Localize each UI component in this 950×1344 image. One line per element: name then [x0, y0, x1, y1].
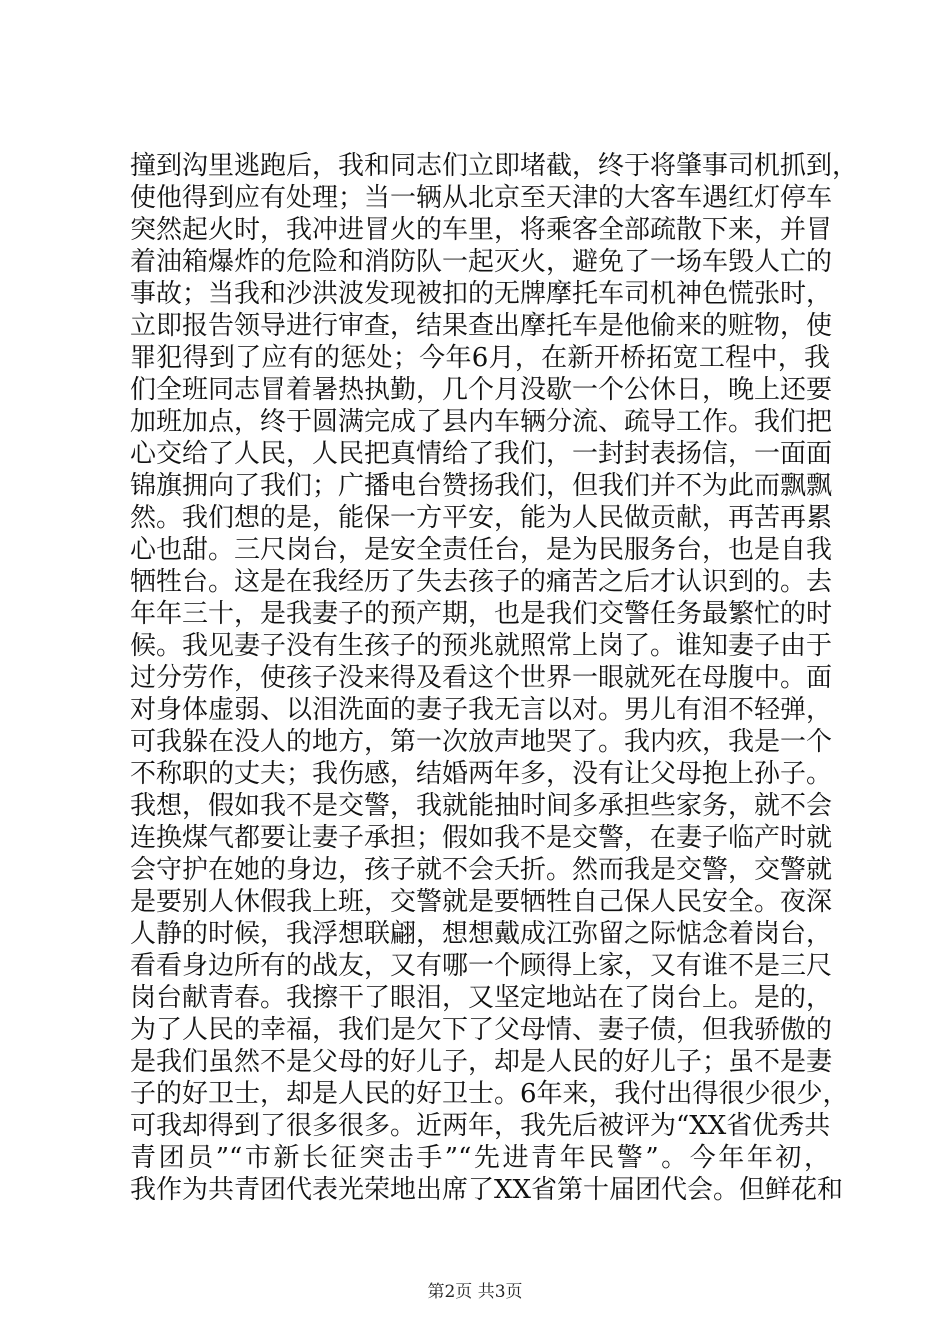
text-line: 连换煤气都要让妻子承担；假如我不是交警，在妻子临产时就	[130, 823, 833, 853]
text-line: 为了人民的幸福，我们是欠下了父母情、妻子债，但我骄傲的	[130, 1015, 833, 1045]
text-line: 撞到沟里逃跑后，我和同志们立即堵截，终于将肇事司机抓到，	[130, 151, 859, 181]
text-line: 突然起火时，我冲进冒火的车里，将乘客全部疏散下来，并冒	[130, 215, 833, 245]
text-line: 年年三十，是我妻子的预产期，也是我们交警任务最繁忙的时	[130, 599, 833, 629]
text-line: 立即报告领导进行审查，结果查出摩托车是他偷来的赃物，使	[130, 311, 833, 341]
text-line: 心也甜。三尺岗台，是安全责任台，是为民服务台，也是自我	[130, 535, 833, 565]
text-line: 罪犯得到了应有的惩处；今年6月，在新开桥拓宽工程中，我	[130, 343, 830, 373]
page-number: 第2页 共3页	[427, 1282, 523, 1302]
text-line: 是要别人休假我上班，交警就是要牺牲自己保人民安全。夜深	[130, 887, 833, 917]
text-line: 们全班同志冒着暑热执勤，几个月没歇一个公休日，晚上还要	[130, 375, 833, 405]
text-line: 会守护在她的身边，孩子就不会夭折。然而我是交警，交警就	[130, 855, 833, 885]
text-line: 可我躲在没人的地方，第一次放声地哭了。我内疚，我是一个	[130, 727, 833, 757]
text-line: 着油箱爆炸的危险和消防队一起灭火，避免了一场车毁人亡的	[130, 247, 833, 277]
text-line: 可我却得到了很多很多。近两年，我先后被评为“XX省优秀共	[130, 1111, 831, 1141]
text-line: 心交给了人民，人民把真情给了我们，一封封表扬信，一面面	[130, 439, 833, 469]
text-line: 岗台献青春。我擦干了眼泪，又坚定地站在了岗台上。是的，	[130, 983, 833, 1013]
text-line: 使他得到应有处理；当一辆从北京至天津的大客车遇红灯停车	[130, 183, 833, 213]
text-line: 牺牲台。这是在我经历了失去孩子的痛苦之后才认识到的。去	[130, 567, 833, 597]
text-line: 青团员”“市新长征突击手”“先进青年民警”。今年年初，	[130, 1143, 830, 1173]
text-line: 过分劳作，使孩子没来得及看这个世界一眼就死在母腹中。面	[130, 663, 833, 693]
text-line: 加班加点，终于圆满完成了县内车辆分流、疏导工作。我们把	[130, 407, 833, 437]
text-line: 然。我们想的是，能保一方平安，能为人民做贡献，再苦再累	[130, 503, 833, 533]
text-line: 子的好卫士，却是人民的好卫士。6年来，我付出得很少很少，	[130, 1079, 849, 1109]
text-line: 对身体虚弱、以泪洗面的妻子我无言以对。男儿有泪不轻弹，	[130, 695, 833, 725]
text-line: 人静的时候，我浮想联翩，想想戴成江弥留之际惦念着岗台，	[130, 919, 833, 949]
text-line: 锦旗拥向了我们；广播电台赞扬我们，但我们并不为此而飘飘	[130, 471, 833, 501]
text-line: 不称职的丈夫；我伤感，结婚两年多，没有让父母抱上孙子。	[130, 759, 833, 789]
text-line: 事故；当我和沙洪波发现被扣的无牌摩托车司机神色慌张时，	[130, 279, 833, 309]
body-paragraph	[130, 150, 859, 1206]
text-line: 候。我见妻子没有生孩子的预兆就照常上岗了。谁知妻子由于	[130, 631, 833, 661]
text-line: 我作为共青团代表光荣地出席了XX省第十届团代会。但鲜花和	[130, 1175, 844, 1205]
text-line: 看看身边所有的战友，又有哪一个顾得上家，又有谁不是三尺	[130, 951, 833, 981]
page-footer	[0, 1281, 950, 1303]
text-line: 是我们虽然不是父母的好儿子，却是人民的好儿子；虽不是妻	[130, 1047, 833, 1077]
text-line: 我想，假如我不是交警，我就能抽时间多承担些家务，就不会	[130, 791, 833, 821]
